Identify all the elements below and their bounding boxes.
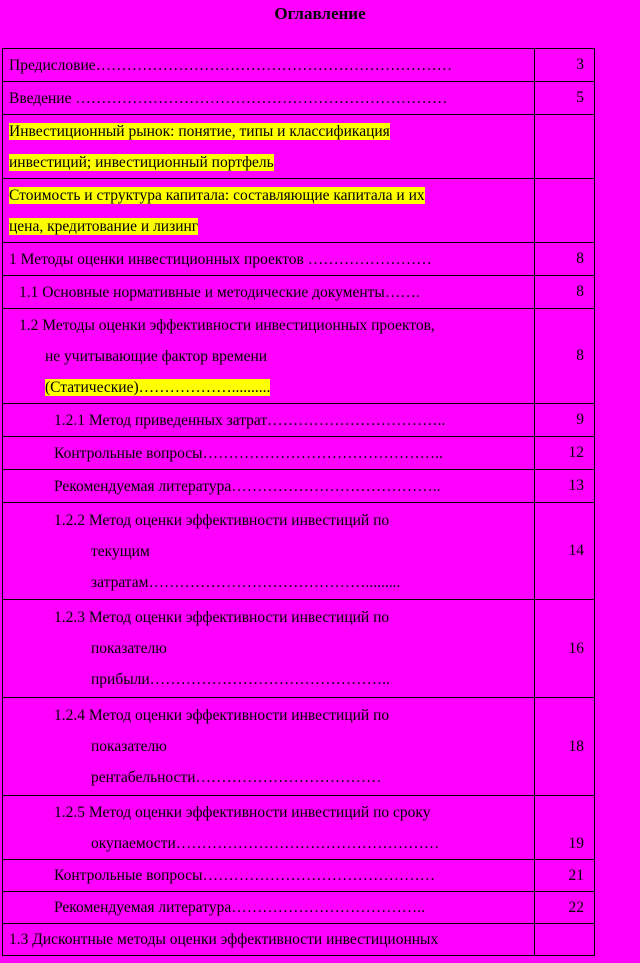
highlighted-text: цена, кредитование и лизинг	[9, 217, 199, 235]
toc-entry: Предисловие……………………………………………………………	[3, 49, 535, 82]
toc-entry	[3, 179, 535, 243]
toc-entry: 1.2.1 Метод приведенных затрат……………………………..	[3, 404, 535, 437]
toc-row	[3, 470, 595, 503]
toc-entry	[3, 115, 535, 179]
highlighted-text: Инвестиционный рынок: понятие, типы и классификация	[9, 122, 390, 140]
toc-entry: 1.2.2 Метод оценки эффективности инвестиций по текущим затратам…………………………………….........	[3, 503, 535, 600]
toc-entry: 1.2.5 Метод оценки эффективности инвестиций по сроку окупаемости……………………………………………	[3, 796, 535, 860]
toc-page: 16	[535, 600, 595, 698]
toc-page	[535, 179, 595, 243]
toc-page: 8	[535, 243, 595, 276]
toc-row	[3, 892, 595, 924]
toc-page	[535, 115, 595, 179]
toc-row	[3, 698, 595, 796]
toc-entry: 1.2.4 Метод оценки эффективности инвестиций по показателю рентабельности………………………………	[3, 698, 535, 796]
toc-row	[3, 404, 595, 437]
toc-entry: Введение ………………………………………………………………	[3, 82, 535, 115]
toc-entry: Контрольные вопросы………………………………………	[3, 860, 535, 892]
toc-page: 12	[535, 437, 595, 470]
toc-row	[3, 600, 595, 698]
toc-page: 3	[535, 49, 595, 82]
toc-page: 13	[535, 470, 595, 503]
toc-page: 22	[535, 892, 595, 924]
highlighted-text: Стоимость и структура капитала: составляющие капитала и их	[9, 186, 425, 204]
highlighted-text: инвестиций; инвестиционный портфель	[9, 153, 274, 171]
toc-page: 21	[535, 860, 595, 892]
toc-row	[3, 309, 595, 404]
toc-entry: 1.2.3 Метод оценки эффективности инвестиций по показателю прибыли………………………………………..	[3, 600, 535, 698]
toc-entry: Рекомендуемая литература………………………………..	[3, 892, 535, 924]
toc-row	[3, 437, 595, 470]
toc-page	[535, 924, 595, 956]
toc-entry: 1.1 Основные нормативные и методические документы…….	[3, 276, 535, 309]
toc-row	[3, 115, 595, 179]
toc-entry: 1 Методы оценки инвестиционных проектов ……………………	[3, 243, 535, 276]
toc-page: 9	[535, 404, 595, 437]
toc-page: 5	[535, 82, 595, 115]
toc-page: 8	[535, 276, 595, 309]
toc-row	[3, 796, 595, 860]
toc-row	[3, 276, 595, 309]
toc-page: 14	[535, 503, 595, 600]
toc-entry: Рекомендуемая литература…………………………………..	[3, 470, 535, 503]
toc-entry: Контрольные вопросы………………………………………..	[3, 437, 535, 470]
toc-table	[2, 48, 595, 956]
toc-page: 19	[535, 796, 595, 860]
toc-row	[3, 860, 595, 892]
toc-row	[3, 243, 595, 276]
toc-page: 8	[535, 309, 595, 404]
toc-row	[3, 503, 595, 600]
toc-row	[3, 924, 595, 956]
toc-title: Оглавление	[274, 4, 366, 23]
highlighted-text: (Статические)………………..........	[45, 378, 271, 396]
toc-entry: 1.2 Методы оценки эффективности инвестиционных проектов, не учитывающие фактор времени (Статические)………………..........	[3, 309, 535, 404]
toc-page: 18	[535, 698, 595, 796]
toc-row	[3, 82, 595, 115]
toc-entry: 1.3 Дисконтные методы оценки эффективности инвестиционных	[3, 924, 535, 956]
toc-row	[3, 179, 595, 243]
toc-row	[3, 49, 595, 82]
